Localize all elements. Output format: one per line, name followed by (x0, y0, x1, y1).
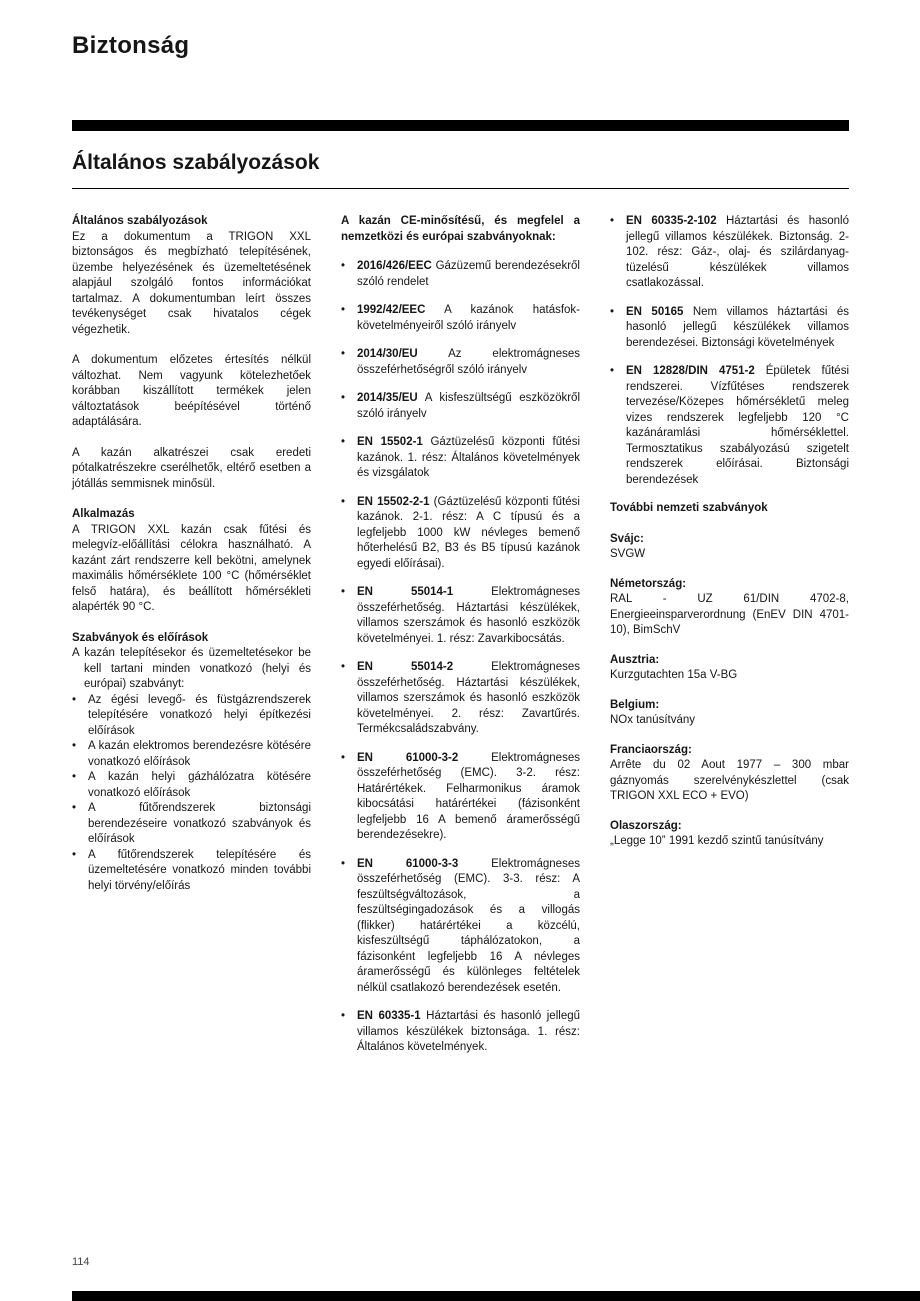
standard-text: Háztartási és hasonló jellegű villamos készülékek. Biztonság. 2-102. rész: Gáz-, olaj- és szilárdanyag-tüzelésű készülékek villamos csatlakozással. (626, 215, 849, 289)
paragraph: A kazán telepítésekor és üzemeltetésekor be kell tartani minden vonatkozó (helyi és európai) szabványt: (72, 647, 311, 690)
standard-code: 2016/426/EEC (357, 260, 432, 272)
list-item (610, 214, 849, 292)
list-item-text: A fűtőrendszerek telepítésére és üzemeltetésére vonatkozó minden további helyi törvény/előírás (88, 848, 311, 892)
standard-text: Épületek fűtési rendszerei. Vízfűtéses rendszerek tervezése/Közepes hőmérsékletű meleg vizes rendszerek legfeljebb 120 °C kazánáramlási hőmérséklettel. Termosztatikus szabályozású szigetelt rendszerek előírásai. Biztonsági berendezések (626, 365, 850, 486)
bullet-icon: • (341, 1010, 346, 1022)
country-name: Svájc: (610, 532, 644, 545)
standard-text: Elektromágneses összeférhetőség (EMC). 3-3. rész: A feszültségváltozások, a feszültségingadozások és a villogás (flikker) határértékei a közcélú, kisfeszültségű táphálózatokon, a fázisonként legfeljebb 16 A névleges áramerősségű és különleges feltételek nélkül csatlakozó berendezések esetén. (357, 857, 580, 994)
list-item-text: Az égési levegő- és füstgázrendszerek telepítésére vonatkozó helyi építkezési előírások (88, 693, 311, 737)
standard-code: EN 50165 (626, 305, 684, 318)
standard-code: 2014/30/EU (357, 348, 418, 360)
list-item-text: A kazán elektromos berendezésre kötésére vonatkozó előírások (88, 740, 311, 768)
country-name: Németország: (610, 577, 687, 590)
list-item (72, 693, 311, 740)
bullet-icon: • (341, 586, 346, 598)
standard-text: (Gáztüzelésű központi fűtési kazánok. 2-1. rész: A C típusú és a legfeljebb 1000 kW névleges bemenő hőterhelésű B2, B3 és B5 típusú kazánok egyedi előírásai). (357, 495, 580, 570)
country-block (610, 532, 849, 563)
bullet-icon: • (72, 802, 77, 814)
bullet-icon: • (610, 215, 615, 227)
list-item (341, 495, 580, 573)
country-text: RAL - UZ 61/DIN 4702-8, Energieeinsparverordnung (EnEV DIN 4701-10), BimSchV (610, 593, 849, 636)
paragraph: A kazán alkatrészei csak eredeti pótalkatrészekre cserélhetők, eltérő esetben a jótállás semmisnek minősül. (72, 446, 311, 490)
country-block (610, 577, 849, 639)
requirements-list (72, 693, 311, 895)
list-item (341, 585, 580, 647)
standard-code: 2014/35/EU (357, 392, 418, 404)
country-block (610, 698, 849, 729)
standard-text: Az elektromágneses összeférhetőségről szóló irányelv (357, 348, 580, 376)
section-title: Általános szabályozások (72, 151, 320, 174)
standard-text: Elektromágneses összeférhetőség. Háztartási készülékek, villamos szerszámok és hasonló eszközök követelményei. 1. rész: Zavarkibocsátás. (357, 586, 580, 645)
standard-code: EN 61000-3-3 (357, 857, 459, 870)
footer-bar (72, 1291, 920, 1301)
paragraph: A TRIGON XXL kazán csak fűtési és melegvíz-előállítási célokra használható. A kazánt zárt rendszerre kell bekötni, amelynek maximális hőmérséklete 100 °C (hőmérséklet felső határa), és beállított hőmérsékleti alapérték 90 °C. (72, 523, 311, 613)
section-rule (72, 188, 849, 189)
country-text: Arrête du 02 Aout 1977 – 300 mbar gáznyomás szerelvénykészlettel (csak TRIGON XXL ECO + EVO) (610, 759, 849, 802)
list-item (341, 259, 580, 290)
list-item (341, 435, 580, 482)
bullet-icon: • (341, 260, 346, 272)
country-text: NOx tanúsítvány (610, 714, 696, 726)
list-item (610, 364, 849, 488)
page-header-title: Biztonság (72, 32, 190, 59)
country-block (610, 653, 849, 684)
content-columns (72, 214, 849, 1069)
standard-code: EN 60335-2-102 (626, 215, 717, 227)
list-item (610, 305, 849, 352)
bullet-icon: • (341, 348, 346, 360)
list-item (341, 751, 580, 844)
subsection-heading: Általános szabályozások (72, 215, 208, 227)
standard-text: Háztartási és hasonló jellegű villamos készülékek biztonsága. 1. rész: Általános követelmények. (357, 1010, 581, 1053)
bullet-icon: • (72, 771, 77, 783)
ce-standards-list (341, 259, 580, 1056)
standard-code: EN 60335-1 (357, 1010, 421, 1022)
standard-code: EN 12828/DIN 4751-2 (626, 365, 755, 377)
top-divider-bar (72, 120, 849, 131)
subsection-heading: Szabványok és előírások (72, 631, 209, 644)
list-item (72, 739, 311, 770)
country-name: Olaszország: (610, 819, 682, 832)
national-standards-heading: További nemzeti szabványok (610, 502, 768, 514)
standard-text: Nem villamos háztartási és hasonló jellegű készülékek villamos berendezései. Biztonsági követelmények (626, 305, 850, 349)
bullet-icon: • (341, 392, 346, 404)
bullet-icon: • (341, 751, 346, 764)
paragraph: A dokumentum előzetes értesítés nélkül változhat. Nem vagyunk kötelezhetőek korábban kiszállított termékek jelen változtatások beépítésével történő adaptálására. (72, 354, 311, 428)
column-general (72, 214, 311, 1069)
country-block (610, 819, 849, 850)
standard-code: EN 15502-1 (357, 436, 423, 448)
standard-code: EN 55014-1 (357, 586, 454, 598)
en-standards-list (610, 214, 849, 488)
country-name: Belgium: (610, 698, 660, 711)
bullet-icon: • (341, 495, 346, 508)
bullet-icon: • (72, 740, 77, 752)
standard-text: A kisfeszültségű eszközökről szóló irányelv (357, 392, 580, 420)
subsection-heading: Alkalmazás (72, 508, 135, 520)
ce-intro: A kazán CE-minősítésű, és megfelel a nemzetközi és európai szabványoknak: (341, 215, 580, 243)
bullet-icon: • (341, 857, 346, 870)
country-text: Kurzgutachten 15a V-BG (610, 669, 738, 681)
country-block (610, 743, 849, 805)
paragraph: Ez a dokumentum a TRIGON XXL biztonságos és megbízható telepítésének, üzembe helyezésének és üzemeltetésének alapjául szolgáló fontos információkat tartalmaz. A dokumentumban leírt összes tevékenységet csak hivatalos cégek végezhetik. (72, 230, 311, 336)
list-item (341, 857, 580, 997)
bullet-icon: • (610, 365, 615, 377)
list-item (341, 1009, 580, 1056)
list-item-text: A kazán helyi gázhálózatra kötésére vonatkozó előírások (88, 771, 311, 799)
bullet-icon: • (341, 661, 346, 673)
list-item (341, 660, 580, 738)
bullet-icon: • (341, 304, 346, 316)
standard-code: EN 55014-2 (357, 661, 454, 673)
standard-code: EN 15502-2-1 (357, 495, 430, 508)
standard-text: Gáztüzelésű központi fűtési kazánok. 1. rész: Általános követelmények és vizsgálatok (357, 436, 580, 479)
page-number: 114 (72, 1256, 90, 1268)
list-item (341, 303, 580, 334)
list-item (72, 801, 311, 848)
bullet-icon: • (72, 693, 77, 706)
country-name: Ausztria: (610, 653, 660, 666)
country-text: „Legge 10” 1991 kezdő szintű tanúsítvány (610, 835, 824, 847)
column-ce-standards (341, 214, 580, 1069)
standard-text: A kazánok hatásfok-követelményeiről szóló irányelv (357, 304, 581, 332)
list-item (72, 848, 311, 895)
standard-code: 1992/42/EEC (357, 304, 426, 316)
column-national-standards (610, 214, 849, 1069)
list-item (341, 347, 580, 378)
country-text: SVGW (610, 548, 646, 560)
standard-text: Elektromágneses összeférhetőség (EMC). 3-2. rész: Határértékek. Felharmonikus áramok kibocsátási határértékei (fázisonként legfeljebb 16 A bemenő áramerősségű berendezésekre). (357, 751, 580, 841)
bullet-icon: • (341, 436, 346, 448)
list-item (72, 770, 311, 801)
standard-text: Elektromágneses összeférhetőség. Háztartási készülékek, villamos szerszámok és hasonló eszközök követelményei. 2. rész: Zavartűrés. Termékcsaládszabvány. (357, 661, 580, 735)
list-item (341, 391, 580, 422)
standard-text: Gázüzemű berendezésekről szóló rendelet (357, 260, 580, 288)
list-item-text: A fűtőrendszerek biztonsági berendezéseire vonatkozó szabványok és előírások (88, 802, 311, 845)
bullet-icon: • (72, 848, 77, 861)
country-name: Franciaország: (610, 743, 692, 756)
standard-code: EN 61000-3-2 (357, 751, 459, 764)
bullet-icon: • (610, 305, 615, 318)
